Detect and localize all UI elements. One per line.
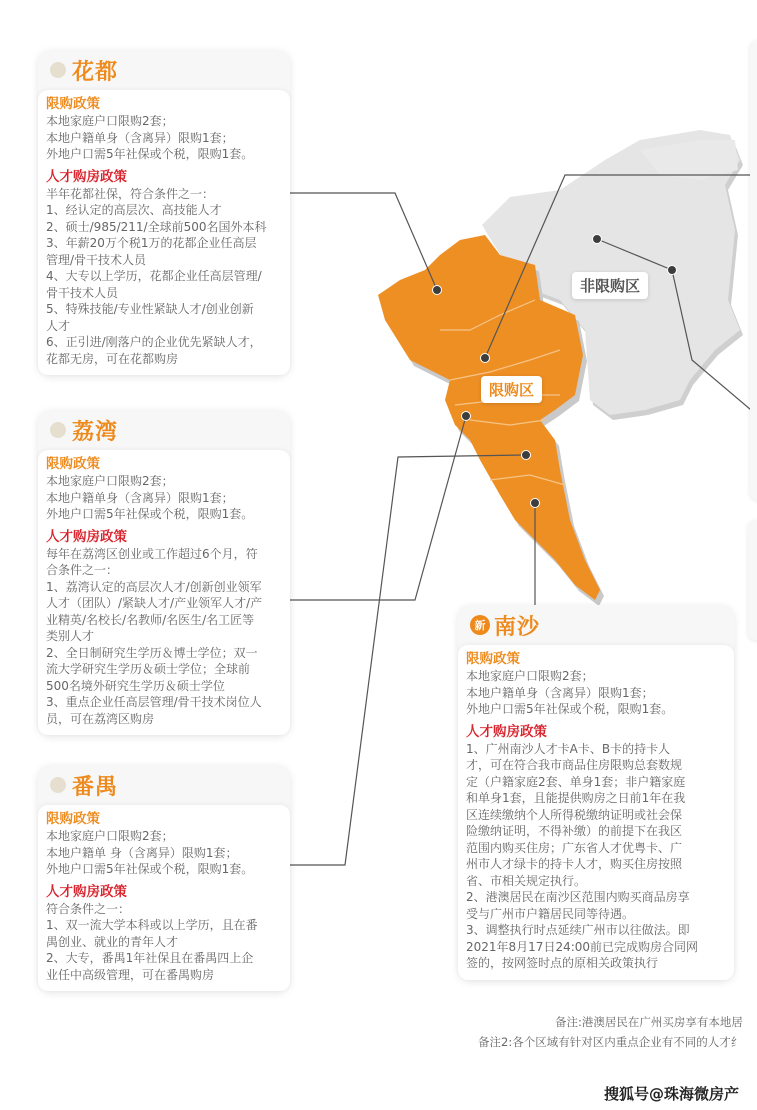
new-badge-icon: 新 xyxy=(470,615,490,635)
limit-line: 外地户口需5年社保或个税，限购1套。 xyxy=(46,507,254,521)
talent-line: 符合条件之一： xyxy=(46,901,131,916)
talent-line: 人才 xyxy=(46,318,71,333)
talent-line: 1、双一流大学本科或以上学历，且在番 xyxy=(46,918,258,932)
talent-line: 半年花都社保，符合条件之一： xyxy=(46,186,215,201)
talent-heading: 人才购房政策 xyxy=(46,168,127,185)
restricted-label: 限购区 xyxy=(481,376,542,403)
limit-line: 本地家庭户口限购2套； xyxy=(46,474,174,488)
talent-line: 每年在荔湾区创业或工作超过6个月，符 xyxy=(46,546,258,561)
limit-line: 本地户籍单身（含离异）限购1套； xyxy=(46,490,234,505)
unrestricted-label: 非限购区 xyxy=(572,272,648,299)
talent-line: 签的，按网签时点的原相关政策执行 xyxy=(466,956,659,970)
talent-line: 受与广州市户籍居民同等待遇。 xyxy=(466,906,635,921)
talent-line: 险缴纳证明，不得补缴）的前提下在我区 xyxy=(466,824,683,838)
talent-line: 500名境外研究生学历＆硕士学位 xyxy=(46,678,225,693)
talent-line: 骨干技术人员 xyxy=(46,285,119,300)
talent-line: 2、全日制研究生学历＆博士学位；双一 xyxy=(46,645,258,660)
talent-line: 业精英/名校长/名教师/名医生/名工匠等 xyxy=(46,612,255,627)
talent-line: 3、调整执行时点延续广州市以往做法。即 xyxy=(466,923,690,937)
district-title: 番禺 xyxy=(72,774,119,800)
limit-line: 本地家庭户口限购2套； xyxy=(46,829,174,843)
talent-line: 管理/骨干技术人员 xyxy=(46,252,147,267)
limit-line: 本地家庭户口限购2套； xyxy=(466,669,594,683)
talent-line: 定（户籍家庭2套、单身1套；非户籍家庭 xyxy=(466,774,686,789)
footnote-1: 备注:港澳居民在广州买房享有本地居 xyxy=(555,1015,743,1029)
watermark: 搜狐号@珠海微房产 xyxy=(604,1085,740,1103)
offscreen-card xyxy=(748,520,757,640)
talent-line: 4、大专以上学历，花都企业任高层管理/ xyxy=(46,269,262,283)
limit-line: 本地户籍单身（含离异）限购1套； xyxy=(46,130,234,145)
district-title: 花都 xyxy=(72,59,119,85)
district-card-huadu xyxy=(38,50,290,375)
limit-heading: 限购政策 xyxy=(46,96,100,112)
district-card-nansha xyxy=(458,605,734,980)
limit-heading: 限购政策 xyxy=(466,651,520,667)
bullet-dot-icon xyxy=(50,777,66,793)
limit-heading: 限购政策 xyxy=(46,811,100,827)
talent-line: 2、大专，番禺1年社保且在番禺四上企 xyxy=(46,951,254,965)
talent-line: 1、荔湾认定的高层次人才/创新创业领军 xyxy=(46,579,262,594)
talent-line: 类别人才 xyxy=(46,629,95,643)
talent-line: 州市人才绿卡的持卡人才，购买住房按照 xyxy=(466,857,683,871)
limit-line: 本地户籍单 身（含离异）限购1套； xyxy=(46,845,238,860)
bullet-dot-icon xyxy=(50,62,66,78)
district-card-panyu xyxy=(38,765,290,991)
talent-line: 2021年8月17日24:00前已完成购房合同网 xyxy=(466,939,699,954)
limit-line: 本地户籍单身（含离异）限购1套； xyxy=(466,685,654,700)
bullet-dot-icon xyxy=(50,422,66,438)
offscreen-card xyxy=(750,40,757,500)
limit-line: 外地户口需5年社保或个税，限购1套。 xyxy=(466,702,674,716)
talent-line: 合条件之一： xyxy=(46,563,119,577)
talent-line: 区连续缴纳个人所得税缴纳证明或社会保 xyxy=(466,807,683,822)
talent-line: 人才（团队）/紧缺人才/产业领军人才/产 xyxy=(46,596,263,610)
talent-line: 才，可在符合我市商品住房限购总套数规 xyxy=(466,758,683,772)
talent-line: 2、硕士/985/211/全球前500名国外本科 xyxy=(46,219,267,234)
district-title: 荔湾 xyxy=(72,419,119,445)
talent-line: 3、重点企业任高层管理/骨干技术岗位人 xyxy=(46,695,262,709)
limit-line: 本地家庭户口限购2套； xyxy=(46,114,174,128)
limit-heading: 限购政策 xyxy=(46,456,100,472)
talent-line: 省、市相关规定执行。 xyxy=(466,873,587,888)
talent-line: 范围内购买住房；广东省人才优粤卡、广 xyxy=(466,840,683,855)
talent-line: 1、经认定的高层次、高技能人才 xyxy=(46,203,222,217)
talent-line: 1、广州南沙人才卡A卡、B卡的持卡人 xyxy=(466,741,671,756)
talent-line: 6、正引进/刚落户的企业优先紧缺人才， xyxy=(46,335,262,349)
talent-line: 禺创业、就业的青年人才 xyxy=(46,934,179,949)
limit-line: 外地户口需5年社保或个税，限购1套。 xyxy=(46,862,254,876)
limit-line: 外地户口需5年社保或个税，限购1套。 xyxy=(46,147,254,161)
talent-line: 花都无房，可在花都购房 xyxy=(46,351,179,366)
district-title: 南沙 xyxy=(494,614,541,640)
talent-heading: 人才购房政策 xyxy=(466,723,547,740)
footnote-2: 备注2:各个区域有针对区内重点企业有不同的人才纟 xyxy=(478,1035,743,1049)
talent-line: 5、特殊技能/专业性紧缺人才/创业创新 xyxy=(46,302,254,316)
talent-line: 业任中高级管理，可在番禺购房 xyxy=(46,967,215,982)
talent-line: 员，可在荔湾区购房 xyxy=(46,711,155,726)
talent-line: 2、港澳居民在南沙区范围内购买商品房享 xyxy=(466,890,690,904)
district-card-liwan xyxy=(38,410,290,735)
talent-heading: 人才购房政策 xyxy=(46,528,127,545)
talent-heading: 人才购房政策 xyxy=(46,883,127,900)
talent-line: 和单身1套，且能提供购房之日前1年在我 xyxy=(466,791,686,805)
talent-line: 流大学研究生学历＆硕士学位；全球前 xyxy=(46,662,251,676)
talent-line: 3、年薪20万个税1万的花都企业任高层 xyxy=(46,236,257,250)
